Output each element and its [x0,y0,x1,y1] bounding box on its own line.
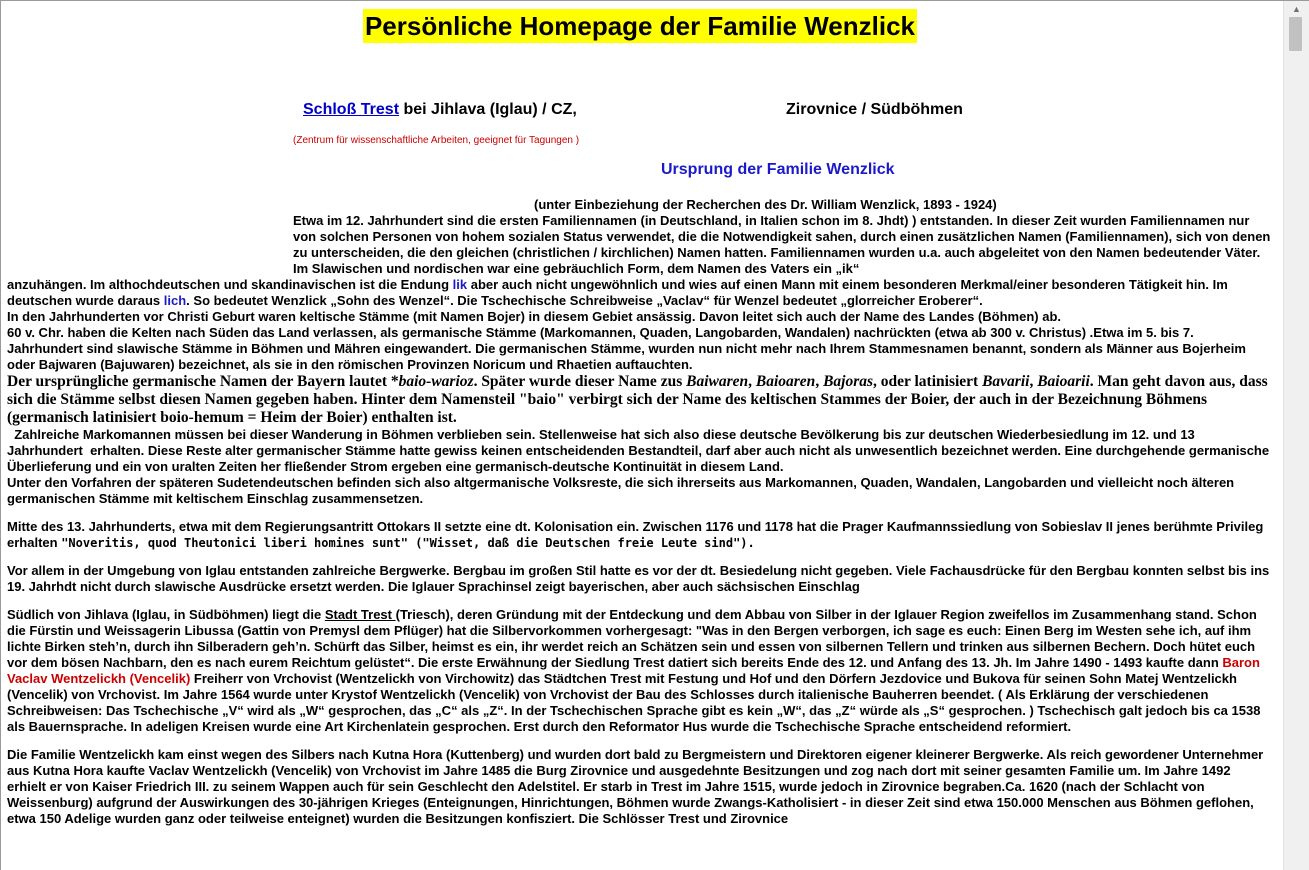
paragraph-2: In den Jahrhunderten vor Christi Geburt waren keltische Stämme (mit Namen Bojer) in diesem Gebiet ansässig. Davon leitet sich auch der Name des Landes (Böhmen) ab. [7,309,1061,324]
location-left-text: bei Jihlava (Iglau) / CZ, [399,101,577,118]
serif-f: Baioaren [755,373,816,390]
paragraph-9: Die Familie Wentzelickh kam einst wegen des Silbers nach Kutna Hora (Kuttenberg) und wurden dort bald zu Bergmeistern und Direktoren eigener kleinerer Bergwerke. Als reich gewordener Unternehmer aus Kutna Hora kaufte Vaclav Wentzelickh (Vencelik) von Vrchovist im Jahre 1485 die Burg Zirovnice und ausgedehnte Besitzungen und zog nach dort mit seiner gesamten Familie um. Im Jahre 1492 erhielt er von Kaiser Friedrich III. zu seinem Wappen auch für sein Geschlecht den Adelstitel. Er starb in Trest im Jahre 1515, wurde jedoch in Zirovnice begraben.Ca. 1620 (nach der Schlacht von Weissenburg) aufgrund der Auswirkungen des 30-jährigen Krieges (Enteignungen, Hinrichtungen, Böhmen wurde Zwangs-Katholisiert - in dieser Zeit sind etwa 150.000 Menschen aus Böhmen geflohen, etwa 150 Adelige wurden ganz oder teilweise enteignet) wurden die Besitzungen konfisziert. Die Schlösser Trest und Zirovnice [7,747,1264,826]
page-content [1,1,1283,827]
spacer [7,595,1273,607]
lich-word: lich [163,293,187,308]
paragraph-7: Vor allem in der Umgebung von Iglau entstanden zahlreiche Bergwerke. Bergbau im großen Stil hatte es vor der dt. Besiedelung nicht gegeben. Viele Fachausdrücke für den Bergbau konnten selbst bis ins 19. Jahrhdt nicht durch slawische Ausdrücke ersetzt werden. Die Iglauer Sprachinsel zeigt bayerischen, aber auch sächsischen Einschlag [7,563,1270,594]
bavarian-name-paragraph [7,373,1273,427]
location-row [7,101,1273,127]
stadt-trest-link[interactable]: Stadt Trest [324,607,396,622]
serif-l: Baioarii [1037,373,1090,390]
location-right: Zirovnice / Südböhmen [786,101,963,118]
scroll-thumb[interactable] [1289,17,1302,51]
paragraph-3: 60 v. Chr. haben die Kelten nach Süden das Land verlassen, als germanische Stämme (Markomannen, Quaden, Langobarden, Wandalen) nachrückten (etwa ab 300 v. Christus) .Etwa im 5. bis 7. Jahrhundert sind slawische Stämme in Böhmen und Mähren eingewandert. Die germanischen Stämme, wurden nun nicht mehr nach Ihrem Stammesnamen benannt, sondern als Männer aus Bojerheim oder Bajwaren (Bajuwaren) bezeichnet, als sie in den römischen Provinzen Noricum und Rhaetien auftauchten. [7,325,1246,372]
page-title: Persönliche Homepage der Familie Wenzlick [364,11,916,41]
serif-h: Bajoras [823,373,874,390]
serif-k: , [1029,373,1038,390]
p1-text-c: . So bedeutet Wenzlick „Sohn des Wenzel“. Die Tschechische Schreibweise „Vaclav“ für Wenzel bedeutet „glorreicher Eroberer“. [186,293,983,308]
serif-e: , [748,373,756,390]
paragraph-6 [7,519,1273,551]
paragraph-4: Zahlreiche Markomannen müssen bei dieser Wanderung in Böhmen verblieben sein. Stellenweise hat sich also diese deutsche Bevölkerung bis zur deutschen Wiederbesiedlung im 12. und 13 Jahrhundert erhalten. Diese Reste alter germanischer Stämme hatte gewiss keinen entscheidenden Bestandteil, darf aber auch nicht als unwesentlich bezeichnet werden. Eine durchgehende germanische Überlieferung und ein von uralten Zeiten her fließender Strom ergeben eine germanisch-deutsche Kontinuität in diesem Land. [7,427,1273,474]
serif-c: . Später wurde dieser Name zus [473,373,687,390]
paragraph-1-continued [7,277,1273,309]
serif-d: Baiwaren [686,373,749,390]
lik-word: lik [452,277,468,292]
section-subtitle: Ursprung der Familie Wenzlick [661,161,895,178]
byline: (unter Einbeziehung der Recherchen des Dr. William Wenzlick, 1893 - 1924) [534,197,997,212]
baron-name: Baron Vaclav Wentzelickh (Vencelik) [7,655,1260,686]
spacer [7,551,1273,563]
serif-m: . Man geht davon aus, dass sich die Stämme selbst diesen Namen gegeben haben. Hinter dem Namensteil "baio" verbirgt sich der Name des keltischen Stammes der Boier, der auch in der Bezeichnung Böhmens (germanisch latinisiert boio-hemum = Heim der Boier) enthalten ist. [7,373,1268,426]
paragraph-5: Unter den Vorfahren der späteren Sudetendeutschen befinden sich also altgermanische Volksreste, die sich ihrerseits aus Markomannen, Quaden, Wandalen, Langobarden und vielleicht noch älteren germanischen Stämme mit keltischem Einschlag zusammensetzen. [7,475,1235,506]
paragraph-8 [7,607,1273,735]
p1-text-b: aber auch nicht ungewöhnlich und wies auf einen Mann mit einem besonderen Merkmal/einer besonderen Tätigkeit hin. Im deutschen wurde daraus [7,277,1228,308]
page-viewport [1,1,1283,870]
spacer [7,735,1273,747]
vertical-scrollbar[interactable] [1283,1,1309,870]
paragraph-1-indented: Etwa im 12. Jahrhundert sind die ersten Familiennamen (in Deutschland, in Italien schon im 8. Jhdt) ) entstanden. In dieser Zeit wurden Familiennamen nur von solchen Personen von hohem sozialen Status verwendet, die die Notwendigkeit sahen, durch einen zusätzlichen Namen (Familiennamen), sich von denen zu unterscheiden, die den gleichen (christlichen / kirchlichen) Namen hatten. Familiennamen wurden u.a. auch abgeleitet von den Namen bedeutender Väter. Im Slawischen und nordischen war eine gebräuchlich Form, dem Namen des Vaters ein „ik“ [293,213,1271,276]
p1-text-a: anzuhängen. Im althochdeutschen und skandinavischen ist die Endung [7,277,453,292]
title-wrap [7,9,1273,43]
serif-b: baio-warioz [398,373,474,390]
p8-text-c: Freiherr von Vrchovist (Wentzelickh von Virchowitz) das Städtchen Trest mit Festung und Hof und den Dörfern Jezdovice und Bukova für seinen Sohn Matej Wentzelickh (Vencelik) von Vrchovist. Im Jahre 1564 wurde unter Krystof Wentzelickh (Vencelik) von Vrchovist der Bau des Schlosses durch italienische Bauherren beendet. ( Als Erklärung der verschiedenen Schreibweisen: Das Tschechische „V“ wird als „W“ gesprochen, das „C“ als „Z“. In der Tschechischen Sprache gibt es kein „W“, das „Z“ würde als „S“ gesprochen. ) Tschechisch galt jedoch bis ca 1538 als Bauernsprache. In adeligen Kreisen wurde eine Art Kirchenlatein gesprochen. Erst durch den Reformator Hus wurde die Tschechische Sprache entscheidend reformiert. [7,671,1261,734]
serif-a: Der ursprüngliche germanische Namen der Bayern lautet * [7,373,399,390]
schloss-trest-link[interactable]: Schloß Trest [303,101,400,118]
p8-text-b: (Triesch), deren Gründung mit der Entdeckung und dem Abbau von Silber in der Iglauer Region zweifellos im Zusammenhang stand. Schon die Fürstin und Weissagerin Libussa (Gattin von Premysl dem Pflüger) hat die Silbervorkommen vorhergesagt: "Was in den Bergen verborgen, ich sage es euch: Einen Berg im Westen sehe ich, auf ihm lichte Birken steh’n, durch ihn Silberadern geh’n. Schürft das Silber, heimst es ein, ihr werdet reich an Schätzen sein und essen von silbernen Tellern und trinken aus silbernen Bechern. Doch hütet euch vor dem bösen Nachbarn, den es nach eurem Reichtum gelüstet“. Die erste Erwähnung der Siedlung Trest datiert sich bereits Ende des 12. und Anfang des 13. Jh. Im Jahre 1490 - 1493 kaufte dann [7,607,1257,670]
spacer [7,507,1273,519]
serif-i: , oder latinisiert [873,373,983,390]
serif-g: , [815,373,824,390]
privilege-quote: "Noveritis, quod Theutonici liberi homines sunt" ("Wisset, daß die Deutschen freie Leute sind"). [61,536,755,550]
p6-text: Mitte des 13. Jahrhunderts, etwa mit dem Regierungsantritt Ottokars II setzte eine dt. Kolonisation ein. Zwischen 1176 und 1178 hat die Prager Kaufmannssiedlung von Sobieslav II jenes berühmte Privileg erhalten [7,519,1264,550]
scroll-up-icon[interactable]: ▲ [1292,4,1301,14]
p8-text-a: Südlich von Jihlava (Iglau, in Südböhmen) liegt die [7,607,325,622]
location-left [303,101,577,119]
serif-j: Bavarii [982,373,1030,390]
conference-note: (Zentrum für wissenschaftliche Arbeiten, geeignet für Tagungen ) [293,135,580,146]
